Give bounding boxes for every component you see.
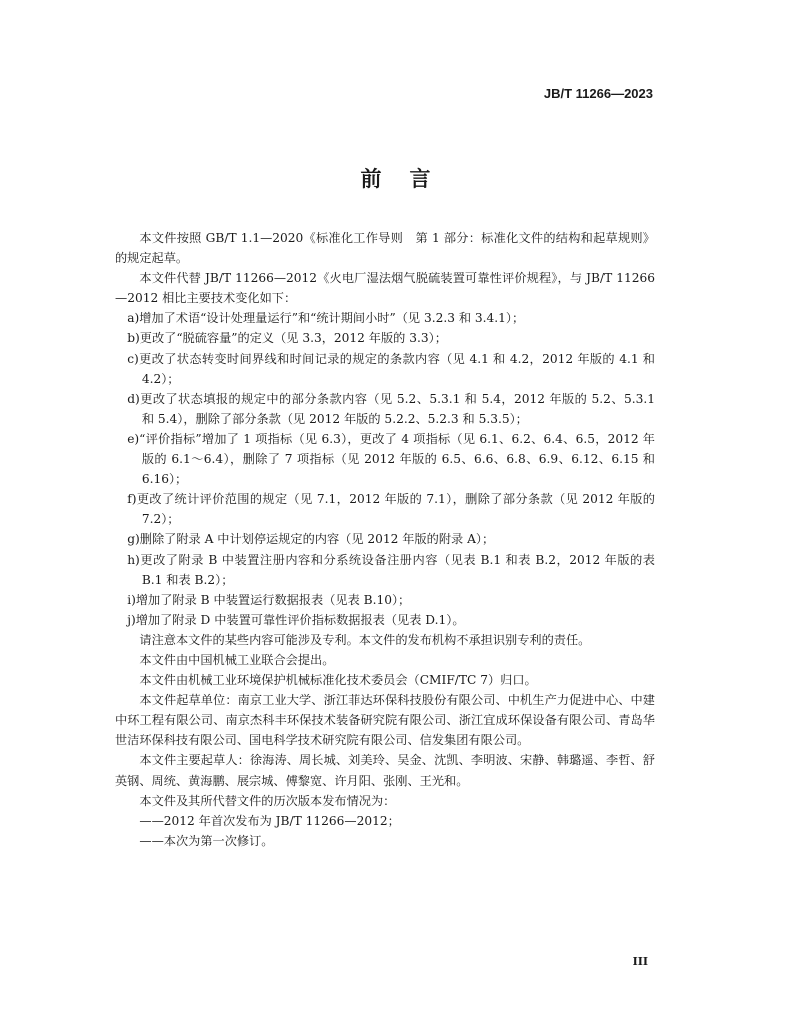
- changes-list: [115, 308, 655, 630]
- list-item-text: 增加了附录 D 中装置可靠性评价指标数据报表（见表 D.1）。: [135, 612, 465, 627]
- paragraph-committee: 本文件由机械工业环境保护机械标准化技术委员会（CMIF/TC 7）归口。: [139, 673, 537, 688]
- version-history-item: ——2012 年首次发布为 JB/T 11266—2012；: [139, 813, 400, 828]
- list-item: [115, 389, 655, 429]
- paragraph-drafting-rules: 本文件按照 GB/T 1.1—2020《标准化工作导则 第 1 部分：标准化文件的结构和起草规则》的规定起草。: [115, 231, 655, 266]
- list-item-text: 增加了附录 B 中装置运行数据报表（见表 B.10）；: [135, 592, 411, 607]
- list-item-text: 更改了附录 B 中装置注册内容和分系统设备注册内容（见表 B.1 和表 B.2，2012 年版的表 B.1 和表 B.2）；: [139, 552, 655, 587]
- list-item: [115, 590, 655, 610]
- list-item: [115, 328, 655, 348]
- paragraph-drafters: 本文件主要起草人：徐海涛、周长城、刘美玲、吴金、沈凯、李明波、宋静、韩璐遥、李哲、舒英钢、周统、黄海鹏、展宗城、傅黎宽、许月阳、张刚、王光和。: [115, 753, 655, 788]
- list-item-text: 删除了附录 A 中计划停运规定的内容（见 2012 年版的附录 A）；: [139, 532, 495, 547]
- list-item: [115, 349, 655, 389]
- list-marker: a): [127, 311, 140, 326]
- list-item: [115, 529, 655, 549]
- list-item-text: “评价指标”增加了 1 项指标（见 6.3），更改了 4 项指标（见 6.1、6.2、6.4、6.5，2012 年版的 6.1～6.4），删除了 7 项指标（见 2012 年版的 6.5、6.6、6.8、6.9、6.12、6.15 和 6.16）；: [139, 431, 655, 487]
- page-title: 前言: [360, 166, 459, 191]
- list-marker: d): [127, 391, 140, 406]
- paragraph-version-history: 本文件及其所代替文件的历次版本发布情况为：: [139, 793, 396, 808]
- list-item: [115, 308, 655, 328]
- list-marker: e): [127, 431, 140, 446]
- version-history-item: ——本次为第一次修订。: [139, 833, 274, 848]
- list-marker: i): [127, 592, 136, 607]
- paragraph-proposer: 本文件由中国机械工业联合会提出。: [139, 652, 335, 667]
- list-item-text: 增加了术语“设计处理量运行”和“统计期间小时”（见 3.2.3 和 3.4.1）；: [139, 311, 525, 326]
- paragraph-patent-notice: 请注意本文件的某些内容可能涉及专利。本文件的发布机构不承担识别专利的责任。: [139, 632, 591, 647]
- list-item: [115, 429, 655, 489]
- list-marker: f): [127, 492, 137, 507]
- paragraph-drafting-units: 本文件起草单位：南京工业大学、浙江菲达环保科技股份有限公司、中机生产力促进中心、中建中环工程有限公司、南京杰科丰环保技术装备研究院有限公司、浙江宜成环保设备有限公司、青岛华世洁环保科技有限公司、国电科学技术研究院有限公司、信发集团有限公司。: [115, 693, 655, 748]
- list-item: [115, 550, 655, 590]
- list-item-text: 更改了状态转变时间界线和时间记录的规定的条款内容（见 4.1 和 4.2，2012 年版的 4.1 和 4.2）；: [138, 351, 655, 386]
- page-number: III: [632, 955, 648, 968]
- list-marker: h): [127, 552, 140, 567]
- list-marker: c): [127, 351, 139, 366]
- list-marker: g): [127, 532, 140, 547]
- list-item-text: 更改了状态填报的规定中的部分条款内容（见 5.2、5.3.1 和 5.4，2012 年版的 5.2、5.3.1 和 5.4），删除了部分条款（见 2012 年版的 5.2.2、5.2.3 和 5.3.5）；: [139, 391, 655, 426]
- list-item: [115, 489, 655, 529]
- standard-code: JB/T 11266—2023: [543, 86, 653, 101]
- foreword-body: [115, 228, 655, 851]
- list-item-text: 更改了统计评价范围的规定（见 7.1，2012 年版的 7.1），删除了部分条款（见 2012 年版的 7.2）；: [136, 492, 655, 527]
- paragraph-replaces: 本文件代替 JB/T 11266—2012《火电厂湿法烟气脱硫装置可靠性评价规程》，与 JB/T 11266—2012 相比主要技术变化如下：: [115, 271, 655, 306]
- list-marker: j): [127, 612, 136, 627]
- list-marker: b): [127, 331, 140, 346]
- list-item-text: 更改了“脱硫容量”的定义（见 3.3，2012 年版的 3.3）；: [139, 331, 447, 346]
- list-item: [115, 610, 655, 630]
